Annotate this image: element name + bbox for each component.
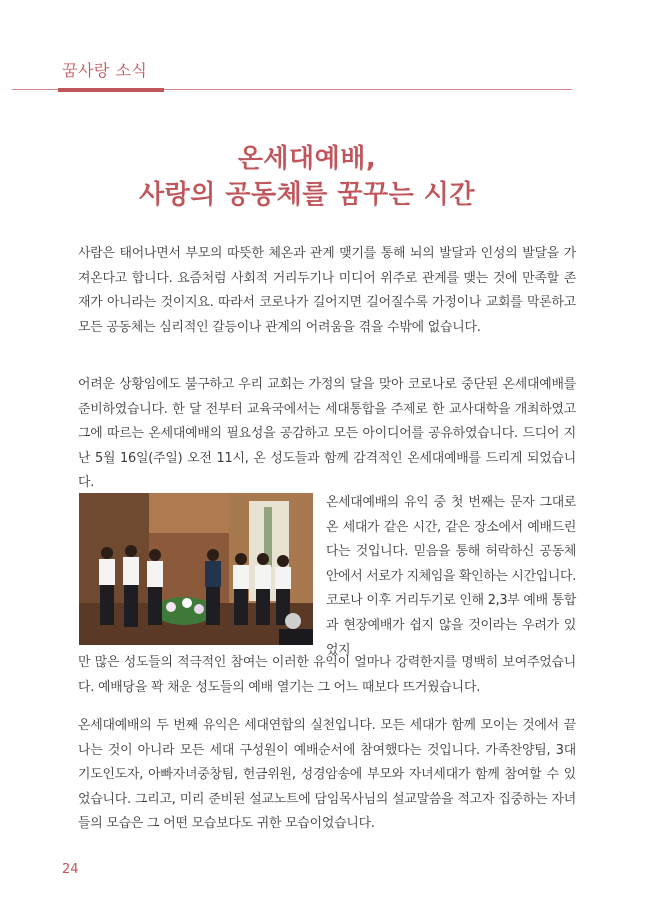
title-line-2: 사랑의 공동체를 꿈꾸는 시간	[138, 180, 476, 210]
paragraph-3-below-photo: 만 많은 성도들의 적극적인 참여는 이러한 유익이 얼마나 강력한지를 명백히 보여주었습니다. 예배당을 꽉 채운 성도들의 예배 열기는 그 어느 때보다 뜨거웠습니다.	[78, 655, 576, 695]
article-title	[60, 141, 554, 213]
paragraph-2: 어려운 상황임에도 불구하고 우리 교회는 가정의 달을 맞아 코로나로 중단된 온세대예배를 준비하였습니다. 한 달 전부터 교육국에서는 세대통합을 주제로 한 교사대학을 개최하였고 그에 따르는 온세대예배의 필요성을 공감하고 모든 아이디어를 공유하였습니다. 드디어 지난 5월 16일(주일) 오전 11시, 온 성도들과 함께 감격적인 온세대예배를 드리게 되었습니다.	[78, 377, 576, 491]
section-label: 꿈사랑 소식	[62, 61, 148, 80]
title-line-1: 온세대예배,	[237, 144, 377, 174]
worship-photo	[79, 493, 313, 645]
paragraph-3-beside-photo: 온세대예배의 유익 중 첫 번째는 문자 그대로 온 세대가 같은 시간, 같은 장소에서 예배드린다는 것입니다. 믿음을 통해 허락하신 공동체 안에서 서로가 지체임을 확인하는 시간입니다. 코로나 이후 거리두기로 인해 2,3부 예배 통합과 현장예배가 쉽지 않을 것이라는 우려가 있었지	[326, 495, 576, 658]
page-number: 24	[62, 862, 79, 877]
paragraph-4: 온세대예배의 두 번째 유익은 세대연합의 실천입니다. 모든 세대가 함께 모이는 것에서 끝나는 것이 아니라 모든 세대 구성원이 예배순서에 참여했다는 것입니다. 가족찬양팀, 3대 기도인도자, 아빠자녀중창팀, 헌금위원, 성경암송에 부모와 자녀세대가 함께 참여할 수 있었습니다. 그리고, 미리 준비된 설교노트에 담임목사님의 설교말씀을 적고자 집중하는 자녀들의 모습은 그 어떤 모습보다도 귀한 모습이었습니다.	[78, 718, 576, 832]
header-accent-bar	[58, 88, 164, 92]
paragraph-1: 사람은 태어나면서 부모의 따뜻한 체온과 관계 맺기를 통해 뇌의 발달과 인성의 발달을 가져온다고 합니다. 요즘처럼 사회적 거리두기나 미디어 위주로 관계를 맺는 것에 만족할 존재가 아니라는 것이지요. 따라서 코로나가 길어지면 길어질수록 가정이나 교회를 막론하고 모든 공동체는 심리적인 갈등이나 관계의 어려움을 겪을 수밖에 없습니다.	[78, 246, 576, 335]
